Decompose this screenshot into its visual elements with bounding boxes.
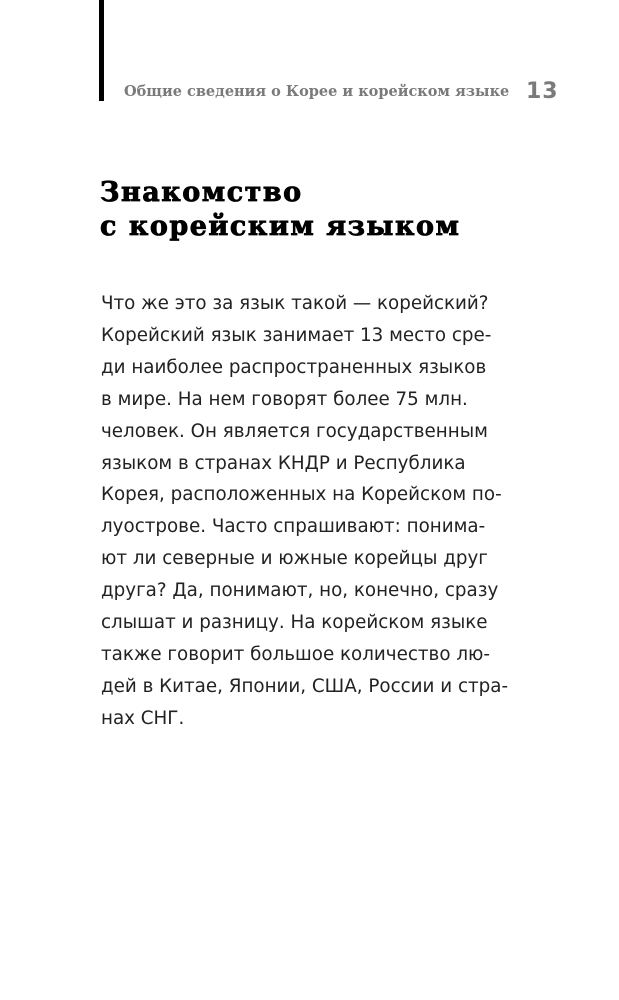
section-title — [100, 176, 460, 244]
text-line: Корея, расположенных на Корейском по- — [101, 484, 502, 506]
text-line: друга? Да, понимают, но, конечно, сразу — [101, 580, 499, 602]
text-line: дей в Китае, Японии, США, России и стра- — [101, 675, 509, 697]
running-head: Общие сведения о Корее и корейском языке — [124, 83, 510, 100]
text-line: ди наиболее распространенных языков — [101, 356, 487, 378]
text-line: нах СНГ. — [101, 707, 185, 729]
text-line: луострове. Часто спрашивают: понима- — [101, 516, 486, 538]
body-paragraph — [101, 288, 521, 735]
page-number: 13 — [526, 79, 559, 104]
text-line: в мире. На нем говорят более 75 млн. — [101, 388, 468, 410]
section-title-line: Знакомство — [100, 177, 303, 208]
text-line: языком в странах КНДР и Республика — [101, 452, 466, 474]
text-line: также говорит большое количество лю- — [101, 643, 490, 665]
text-line: слышат и разницу. На корейском языке — [101, 612, 488, 634]
margin-bar — [99, 0, 104, 101]
text-line: человек. Он является государственным — [101, 420, 488, 442]
text-line: Корейский язык занимает 13 место сре- — [101, 324, 492, 346]
text-line: ют ли северные и южные корейцы друг — [101, 548, 488, 570]
text-line: Что же это за язык такой — корейский? — [101, 293, 489, 314]
section-title-line: с корейским языком — [100, 211, 461, 242]
